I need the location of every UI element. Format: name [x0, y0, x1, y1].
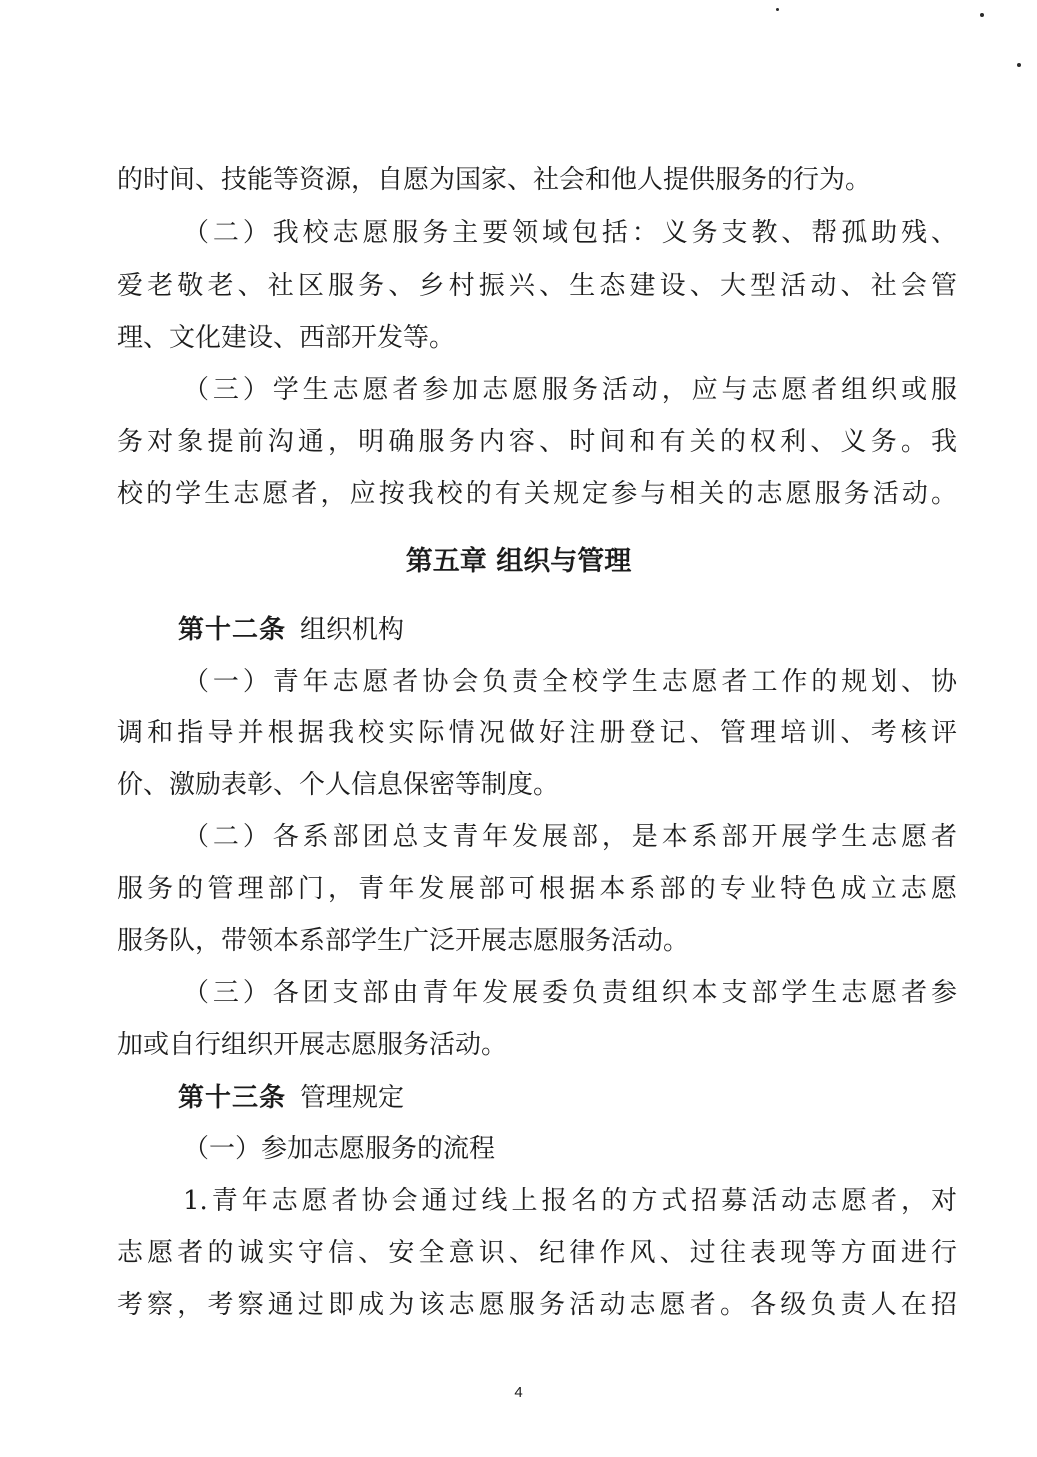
text-line: 校的学生志愿者，应按我校的有关规定参与相关的志愿服务活动。: [117, 479, 957, 509]
text-line: 爱老敬老、社区服务、乡村振兴、生态建设、大型活动、社会管: [117, 271, 957, 301]
article-title: 组织机构: [300, 615, 405, 645]
text-line: （三）各团支部由青年发展委负责组织本支部学生志愿者参: [183, 978, 957, 1008]
text-line: 价、激励表彰、个人信息保密等制度。: [117, 770, 560, 800]
article-title: 管理规定: [300, 1083, 405, 1113]
chapter-heading: 第五章 组织与管理: [405, 546, 632, 577]
text-line: （二）我校志愿服务主要领域包括：义务支教、帮孤助残、: [183, 218, 957, 248]
text-line: 志愿者的诚实守信、安全意识、纪律作风、过往表现等方面进行: [117, 1238, 957, 1268]
text-line: 1.青年志愿者协会通过线上报名的方式招募活动志愿者，对: [183, 1186, 957, 1216]
article-number: 第十二条: [178, 615, 287, 645]
text-line: 服务队，带领本系部学生广泛开展志愿服务活动。: [117, 926, 690, 956]
text-line: （三）学生志愿者参加志愿服务活动，应与志愿者组织或服: [183, 375, 957, 405]
page-number: 4: [514, 1384, 523, 1401]
text-line: 考察，考察通过即成为该志愿服务活动志愿者。各级负责人在招: [117, 1290, 957, 1320]
text-line: 服务的管理部门，青年发展部可根据本系部的专业特色成立志愿: [117, 874, 957, 904]
text-line: 调和指导并根据我校实际情况做好注册登记、管理培训、考核评: [117, 718, 957, 748]
text-line: 理、文化建设、西部开发等。: [117, 323, 456, 353]
article-heading: [178, 610, 404, 650]
text-line: （一）青年志愿者协会负责全校学生志愿者工作的规划、协: [183, 667, 957, 697]
text-line: （一）参加志愿服务的流程: [183, 1134, 496, 1164]
text-line: 加或自行组织开展志愿服务活动。: [117, 1030, 508, 1060]
article-heading: [178, 1078, 404, 1118]
article-number: 第十三条: [178, 1083, 287, 1113]
text-line: （二）各系部团总支青年发展部，是本系部开展学生志愿者: [183, 822, 957, 852]
text-line: 务对象提前沟通，明确服务内容、时间和有关的权利、义务。我: [117, 427, 957, 457]
text-line: 的时间、技能等资源，自愿为国家、社会和他人提供服务的行为。: [117, 165, 872, 195]
